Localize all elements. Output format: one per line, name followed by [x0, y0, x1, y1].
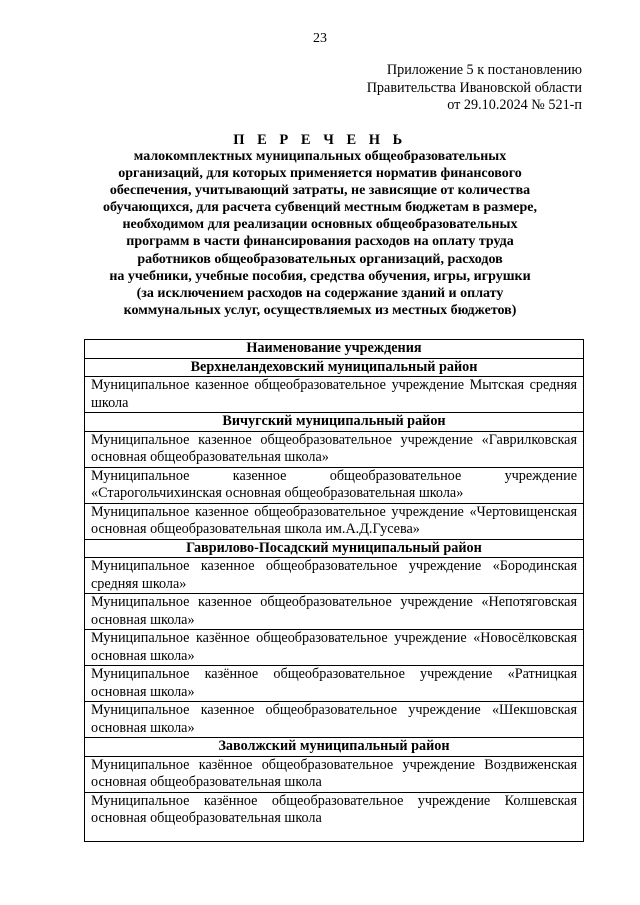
subtitle-line: малокомплектных муниципальных общеобразовательных [133, 149, 507, 164]
table-row [85, 503, 584, 539]
subtitle-line: на учебники, учебные пособия, средства обучения, игры, игрушки [109, 268, 531, 284]
institution-cell: Муниципальное казенное общеобразовательное учреждение «Непотяговская основная школа» [85, 594, 584, 630]
institution-cell: Муниципальное казенное общеобразовательное учреждение «Чертовищенская основная общеобразовательная школа им.А.Д.Гусева» [85, 503, 584, 539]
district-cell: Верхнеландеховский муниципальный район [85, 358, 584, 377]
district-row [85, 738, 584, 757]
institution-cell: Муниципальное казённое общеобразовательное учреждение «Новосёлковская основная школа» [85, 630, 584, 666]
document-title: П Е Р Е Ч Е Н Ь [233, 132, 407, 148]
institution-cell: Муниципальное казённое общеобразовательное учреждение «Ратницкая основная школа» [85, 666, 584, 702]
subtitle-line: обеспечения, учитывающий затраты, не зависящие от количества [109, 183, 531, 199]
appendix-line: Приложение 5 к постановлению [386, 62, 582, 78]
table-header-row [85, 340, 584, 359]
appendix-line: Правительства Ивановской области [366, 79, 582, 96]
subtitle-line: работников общеобразовательных организаций, расходов [137, 251, 503, 267]
subtitle-line: обучающихся, для расчета субвенций местным бюджетам в размере, [103, 200, 537, 216]
district-row [85, 358, 584, 377]
district-cell: Вичугский муниципальный район [85, 413, 584, 432]
institution-cell: Муниципальное казенное общеобразовательное учреждение «Шекшовская основная школа» [85, 702, 584, 738]
district-cell: Заволжский муниципальный район [85, 738, 584, 757]
subtitle-line: (за исключением расходов на содержание зданий и оплату [136, 285, 504, 301]
institution-cell: Муниципальное казенное общеобразовательное учреждение «Бородинская средняя школа» [85, 558, 584, 594]
table-row [85, 377, 584, 413]
institutions-table [84, 339, 584, 842]
district-row [85, 539, 584, 558]
district-cell: Гаврилово-Посадский муниципальный район [85, 539, 584, 558]
table-row [85, 594, 584, 630]
table-row [85, 702, 584, 738]
subtitle-line: необходимом для реализации основных общеобразовательных [122, 217, 518, 233]
institution-cell: Муниципальное казенное общеобразовательное учреждение «Гаврилковская основная общеобразовательная школа» [85, 431, 584, 467]
table-row [85, 756, 584, 792]
subtitle-line: программ в части финансирования расходов на оплату труда [126, 234, 514, 250]
table-row [85, 666, 584, 702]
subtitle-line: организаций, для которых применяется норматив финансового [118, 166, 522, 182]
district-row [85, 413, 584, 432]
institution-cell: Муниципальное казенное общеобразовательное учреждение Мытская средняя школа [85, 377, 584, 413]
page-number: 23 [313, 31, 327, 46]
table-row [85, 467, 584, 503]
institution-cell: Муниципальное казённое общеобразовательное учреждение Колшевская основная общеобразовательная школа [85, 792, 584, 841]
subtitle-line: коммунальных услуг, осуществляемых из местных бюджетов) [123, 302, 517, 318]
table-row [85, 431, 584, 467]
institution-cell: Муниципальное казённое общеобразовательное учреждение Воздвиженская основная общеобразовательная школа [85, 756, 584, 792]
table-row [85, 792, 584, 841]
appendix-note [367, 62, 582, 115]
table-row [85, 630, 584, 666]
institution-cell: Муниципальное казенное общеобразовательное учреждение «Старогольчихинская основная общеобразовательная школа» [85, 467, 584, 503]
table-header-cell: Наименование учреждения [85, 340, 584, 359]
document-subtitle [58, 148, 582, 319]
table-row [85, 558, 584, 594]
appendix-line: от 29.10.2024 № 521-п [447, 97, 582, 113]
